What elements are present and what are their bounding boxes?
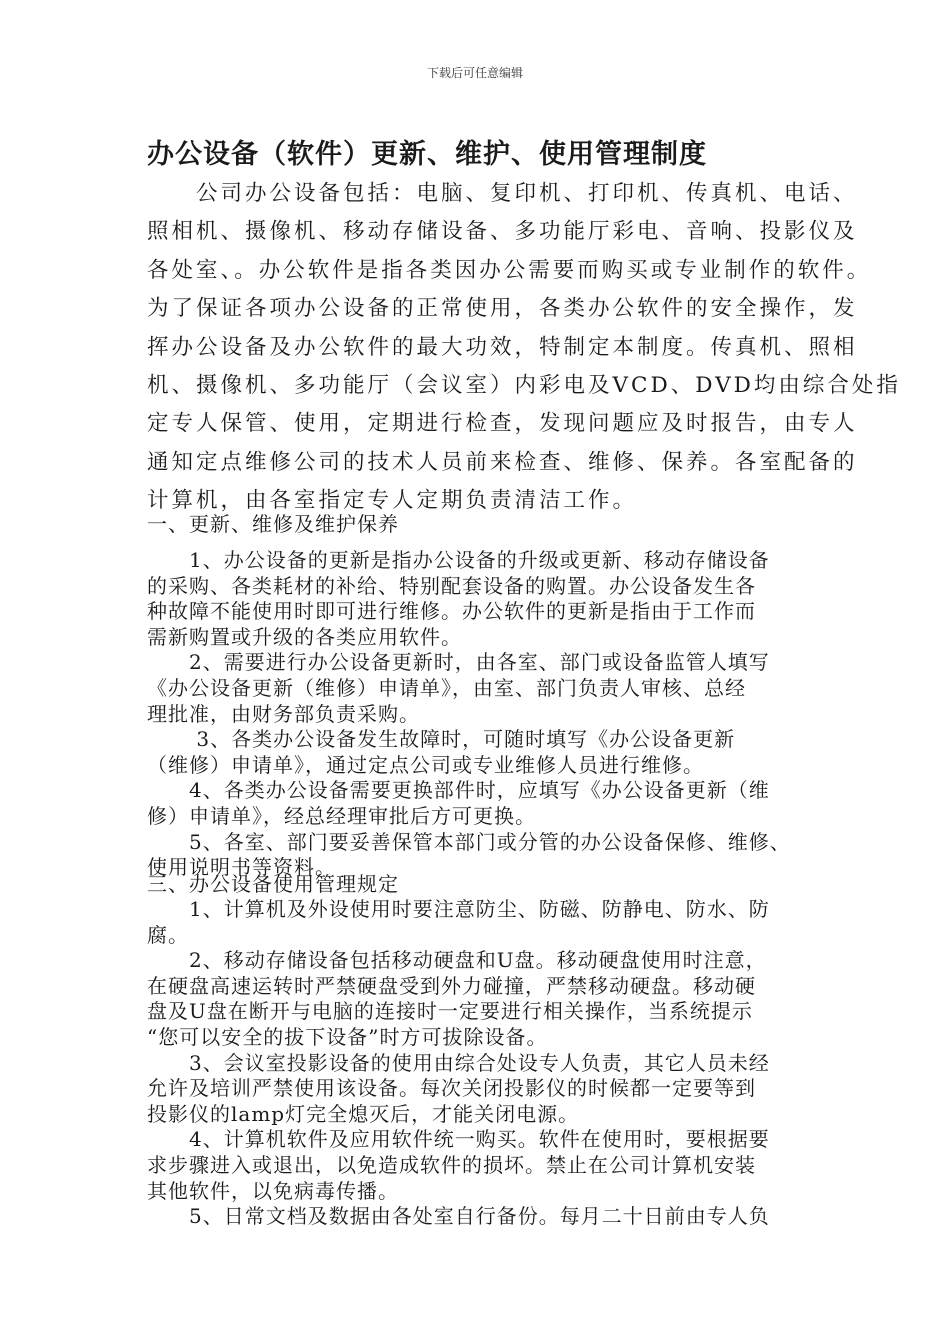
paragraph-line: 求步骤进入或退出，以免造成软件的损坏。禁止在公司计算机安装 [147,1153,756,1177]
paragraph-line: 盘及U盘在断开与电脑的连接时一定要进行相关操作，当系统提示 [147,999,753,1024]
paragraph-line: 1、计算机及外设使用时要注意防尘、防磁、防静电、防水、防 [147,897,770,921]
paragraph-line: 4、各类办公设备需要更换部件时，应填写《办公设备更新（维 [147,778,770,803]
section-heading: 三、办公设备使用管理规定 [147,872,399,896]
paragraph-line: 5、各室、部门要妥善保管本部门或分管的办公设备保修、维修、 [147,829,791,854]
paragraph-line: 其他软件，以免病毒传播。 [147,1178,399,1203]
paragraph-line: 修）申请单》，经总经理审批后方可更换。 [147,804,536,828]
paragraph-line: 理批准，由财务部负责采购。 [147,701,420,726]
intro-line: 为了保证各项办公设备的正常使用，各类办公软件的安全操作，发 [147,296,858,322]
intro-line: 挥办公设备及办公软件的最大功效，特制定本制度。传真机、照相 [147,334,858,360]
paragraph-line: 需新购置或升级的各类应用软件。 [147,624,462,649]
intro-line: 通知定点维修公司的技术人员前来检查、维修、保养。各室配备的 [147,449,858,475]
paragraph-line: 3、会议室投影设备的使用由综合处设专人负责，其它人员未经 [147,1050,770,1075]
paragraph-line: 允许及培训严禁使用该设备。每次关闭投影仪的时候都一定要等到 [147,1076,756,1101]
paragraph-line: （维修）申请单》，通过定点公司或专业维修人员进行维修。 [147,752,704,777]
paragraph-line: 4、计算机软件及应用软件统一购买。软件在使用时，要根据要 [147,1127,770,1152]
paragraph-line: 2、移动存储设备包括移动硬盘和U盘。移动硬盘使用时注意， [147,948,767,973]
intro-line: 各处室、。办公软件是指各类因办公需要而购买或专业制作的软件。 [147,257,872,283]
page-header: 下载后可任意编辑 [426,66,523,80]
paragraph-line: 投影仪的lamp灯完全熄灭后，才能关闭电源。 [147,1101,580,1126]
paragraph-line: 的采购、各类耗材的补给、特别配套设备的购置。办公设备发生各 [147,573,756,598]
paragraph-line: 5、日常文档及数据由各处室自行备份。每月二十日前由专人负 [147,1204,770,1229]
paragraph-line: 在硬盘高速运转时严禁硬盘受到外力碰撞，严禁移动硬盘。移动硬 [147,973,756,998]
paragraph-line: 3、各类办公设备发生故障时，可随时填写《办公设备更新 [147,727,736,752]
paragraph-line: 腐。 [147,922,189,947]
paragraph-line: 《办公设备更新（维修）申请单》，由室、部门负责人审核、总经 [147,676,746,700]
paragraph-line: 使用说明书等资料。 [147,855,336,880]
paragraph-line: 1、办公设备的更新是指办公设备的升级或更新、移动存储设备 [147,548,770,572]
paragraph-line: 种故障不能使用时即可进行维修。办公软件的更新是指由于工作而 [147,599,756,624]
paragraph-line: 2、需要进行办公设备更新时，由各室、部门或设备监管人填写 [147,650,770,675]
intro-line: 公司办公设备包括：电脑、复印机、打印机、传真机、电话、 [147,181,858,206]
intro-line: 照相机、摄像机、移动存储设备、多功能厅彩电、音响、投影仪及 [147,219,858,245]
intro-line: 机、摄像机、多功能厅（会议室）内彩电及VCD、DVD均由综合处指 [147,373,901,398]
document-title: 办公设备（软件）更新、维护、使用管理制度 [147,139,707,170]
paragraph-line: “您可以安全的拔下设备”时方可拔除设备。 [147,1025,548,1049]
section-heading: 一、更新、维修及维护保养 [147,512,399,536]
intro-line: 计算机，由各室指定专人定期负责清洁工作。 [147,488,638,514]
intro-line: 定专人保管、使用，定期进行检查，发现问题应及时报告，由专人 [147,411,858,437]
